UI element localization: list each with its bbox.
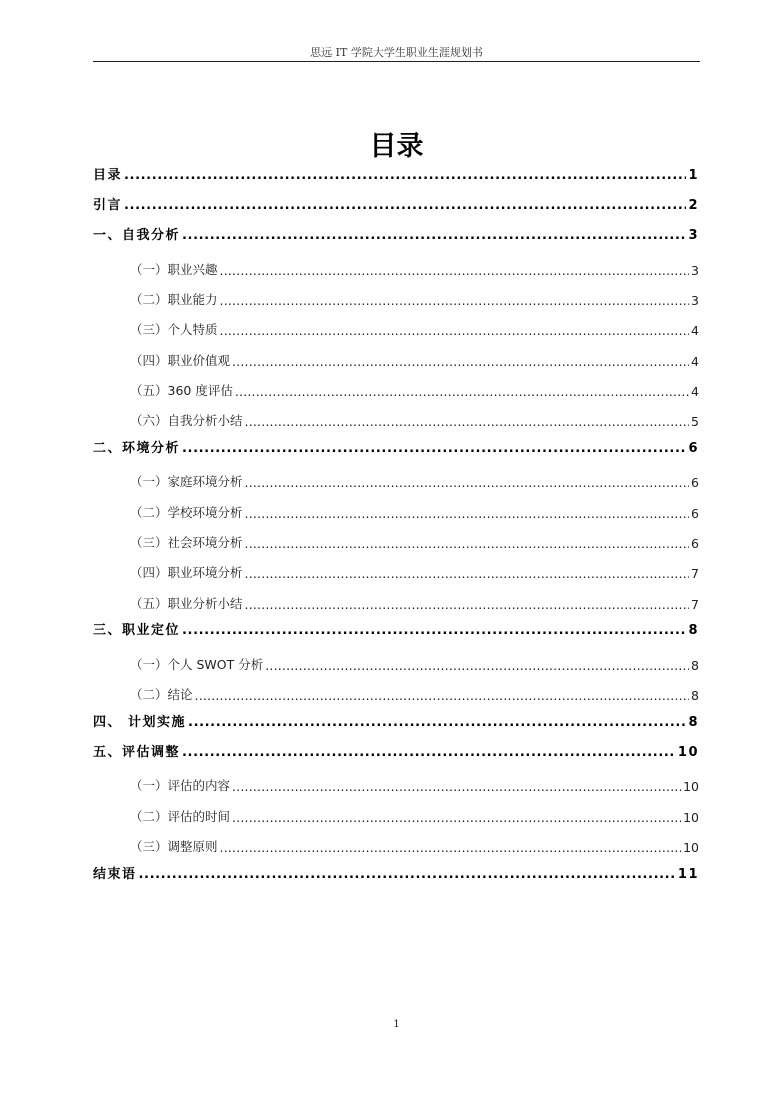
dot-leader (245, 536, 690, 551)
toc-entry-page: 4 (691, 323, 699, 338)
dot-leader (232, 810, 681, 825)
toc-entry-evaluation-time[interactable] (130, 807, 699, 825)
dot-leader (182, 745, 676, 760)
toc-entry-page: 6 (688, 441, 699, 456)
toc-entry-closing-remarks[interactable] (93, 863, 699, 882)
dot-leader (124, 198, 686, 213)
toc-entry-label: （三）个人特质 (130, 322, 218, 337)
toc-entry-label: （三）社会环境分析 (130, 535, 243, 550)
toc-entry-page: 11 (677, 867, 699, 882)
toc-entry-page: 4 (691, 384, 699, 399)
toc-entry-label: （二）结论 (130, 687, 193, 702)
toc-entry-page: 2 (688, 198, 699, 213)
toc-entry-label: （二）职业能力 (130, 292, 218, 307)
toc-entry-introduction[interactable] (93, 194, 699, 213)
toc-entry-page: 10 (677, 745, 699, 760)
dot-leader (139, 867, 676, 882)
toc-entry-page: 10 (683, 810, 699, 825)
toc-entry-label: （一）家庭环境分析 (130, 474, 243, 489)
toc-entry-page: 3 (691, 293, 699, 308)
toc-entry-social-environment[interactable] (130, 533, 699, 551)
toc-entry-evaluation-adjustment[interactable] (93, 741, 699, 760)
toc-entry-label: （三）调整原则 (130, 839, 218, 854)
toc-entry-self-analysis-summary[interactable] (130, 411, 699, 429)
toc-entry-career-ability[interactable] (130, 290, 699, 308)
toc-entry-page: 8 (691, 688, 699, 703)
toc-entry-label: 引言 (93, 198, 123, 213)
dot-leader (245, 506, 690, 521)
toc-entry-page: 10 (683, 840, 699, 855)
toc-entry-swot[interactable] (130, 655, 699, 673)
toc-entry-label: 三、职业定位 (93, 623, 181, 638)
toc-entry-page: 8 (688, 623, 699, 638)
toc-entry-career-analysis-summary[interactable] (130, 594, 699, 612)
toc-entry-school-environment[interactable] (130, 503, 699, 521)
toc-entry-label: 一、自我分析 (93, 228, 181, 243)
toc-entry-label: 五、评估调整 (93, 745, 181, 760)
toc-entry-career-values[interactable] (130, 351, 699, 369)
toc-entry-plan-implementation[interactable] (93, 711, 699, 730)
toc-entry-family-environment[interactable] (130, 472, 699, 490)
toc-entry-personal-traits[interactable] (130, 320, 699, 338)
dot-leader (220, 840, 682, 855)
toc-entry-page: 1 (688, 168, 699, 183)
dot-leader (124, 168, 686, 183)
toc-entry-label: （一）评估的内容 (130, 778, 231, 793)
toc-entry-evaluation-content[interactable] (130, 776, 699, 794)
toc-entry-label: （五）职业分析小结 (130, 596, 243, 611)
toc-entry-label: 目录 (93, 168, 123, 183)
dot-leader (188, 715, 686, 730)
page-number: 1 (393, 1019, 400, 1030)
toc-entry-page: 6 (691, 536, 699, 551)
toc-entry-page: 10 (683, 779, 699, 794)
toc-entry-label: （四）职业环境分析 (130, 565, 243, 580)
toc-entry-career-positioning[interactable] (93, 619, 699, 638)
toc-entry-self-analysis[interactable] (93, 224, 699, 243)
toc-entry-label: （四）职业价值观 (130, 353, 231, 368)
toc-entry-label: 结束语 (93, 867, 137, 882)
toc-entry-page: 7 (691, 597, 699, 612)
toc-entry-page: 4 (691, 354, 699, 369)
toc-entry-page: 6 (691, 475, 699, 490)
dot-leader (245, 597, 690, 612)
toc-entry-label: （一）职业兴趣 (130, 262, 218, 277)
header-rule (93, 61, 700, 62)
dot-leader (182, 623, 686, 638)
toc-entry-page: 5 (691, 414, 699, 429)
toc-entry-label: （六）自我分析小结 (130, 413, 243, 428)
page-header: 思远 IT 学院大学生职业生涯规划书 (310, 46, 483, 59)
dot-leader (232, 779, 681, 794)
dot-leader (245, 566, 690, 581)
toc-entry-label: （二）评估的时间 (130, 809, 231, 824)
toc-entry-conclusion[interactable] (130, 685, 699, 703)
dot-leader (220, 323, 690, 338)
toc-entry-label: （二）学校环境分析 (130, 505, 243, 520)
toc-entry-page: 7 (691, 566, 699, 581)
toc-title: 目录 (369, 131, 424, 162)
toc-entry-label: （一）个人 SWOT 分析 (130, 657, 264, 672)
toc-entry-page: 3 (691, 263, 699, 278)
toc-entry-label: （五）360 度评估 (130, 383, 233, 398)
dot-leader (245, 475, 690, 490)
dot-leader (220, 263, 690, 278)
toc-entry-career-interest[interactable] (130, 260, 699, 278)
toc-entry-360-assessment[interactable] (130, 381, 699, 399)
dot-leader (245, 414, 690, 429)
toc-entry-page: 6 (691, 506, 699, 521)
toc-entry-label: 四、 计划实施 (93, 715, 187, 730)
dot-leader (195, 688, 690, 703)
toc-entry-career-environment[interactable] (130, 563, 699, 581)
dot-leader (235, 384, 689, 399)
dot-leader (182, 228, 686, 243)
toc-entry-contents[interactable] (93, 164, 699, 183)
toc-entry-environment-analysis[interactable] (93, 437, 699, 456)
dot-leader (232, 354, 689, 369)
toc-entry-adjustment-principles[interactable] (130, 837, 699, 855)
toc-entry-page: 8 (688, 715, 699, 730)
toc-entry-page: 8 (691, 658, 699, 673)
toc-entry-label: 二、环境分析 (93, 441, 181, 456)
dot-leader (220, 293, 690, 308)
dot-leader (182, 441, 686, 456)
dot-leader (265, 658, 689, 673)
toc-entry-page: 3 (688, 228, 699, 243)
